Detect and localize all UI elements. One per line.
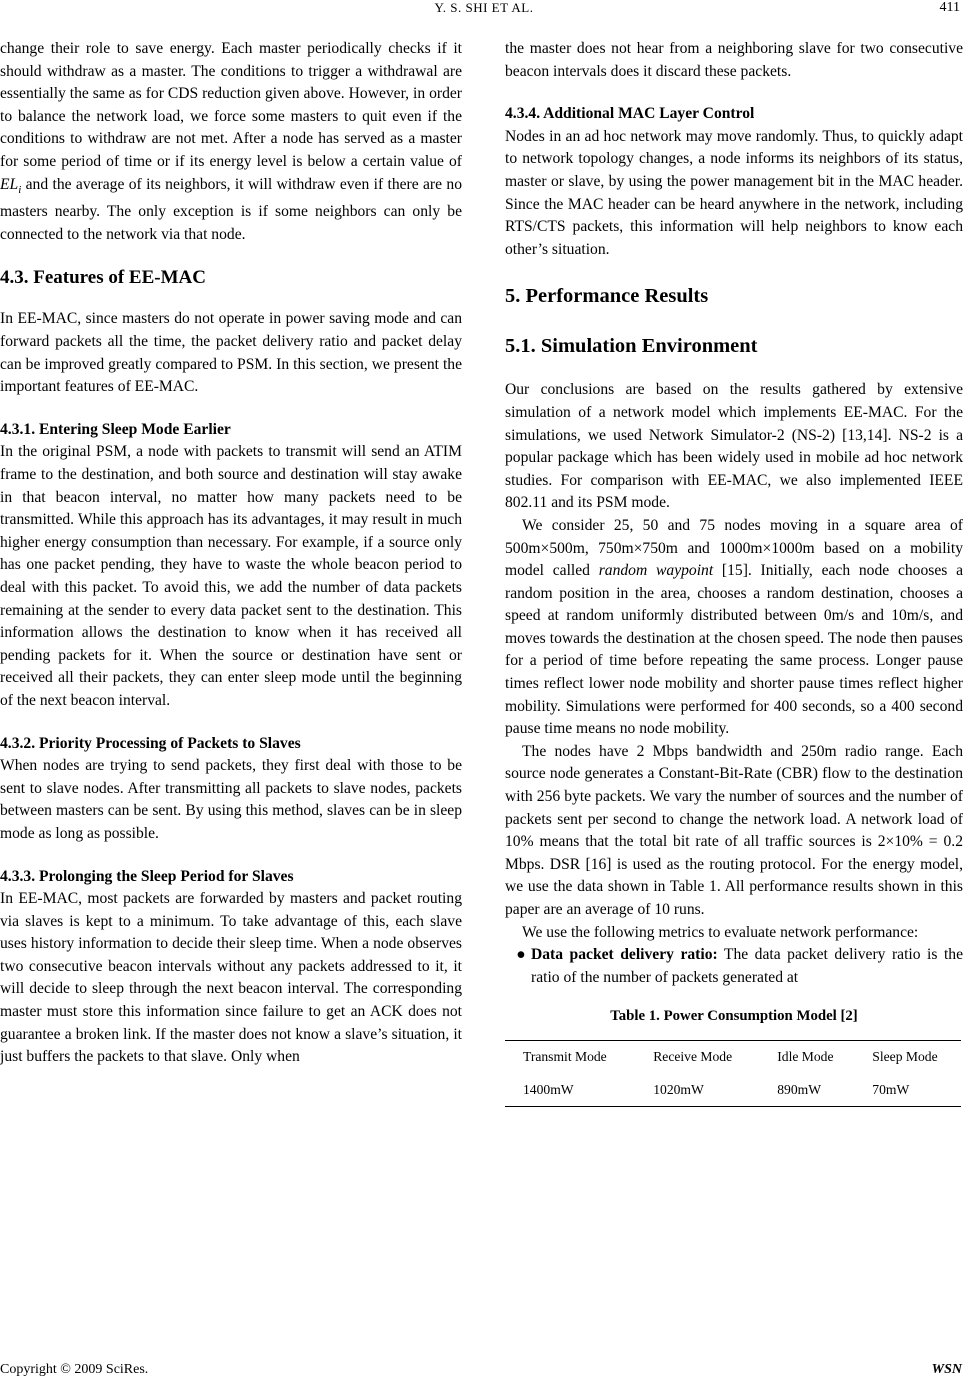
copyright-notice: Copyright © 2009 SciRes.	[0, 1362, 149, 1377]
left-column	[0, 38, 462, 1069]
subsection-title-4-3-1: 4.3.1. Entering Sleep Mode Earlier	[0, 420, 231, 438]
table-header-cell: Transmit Mode	[523, 1048, 607, 1064]
page-header	[0, 0, 968, 24]
section-5-1-paragraph-1: Our conclusions are based on the results gathered by extensive simulation of a network model which implements EE-MAC. For the simulations, we used Network Simulator-2 (NS-2) [13,14]. NS-2 is a popular package which has been widely used in mobile ad hoc network studies. For comparison with EE-MAC, we also implemented IEEE 802.11 and its PSM mode.	[505, 381, 963, 512]
section-title-4-3: 4.3. Features of EE-MAC	[0, 267, 206, 289]
page-number: 411	[939, 0, 960, 15]
right-column	[505, 38, 963, 1107]
running-head: Y. S. SHI ET AL.	[434, 0, 534, 15]
table-row	[505, 1074, 961, 1107]
table-cell: 1020mW	[653, 1081, 704, 1097]
journal-name: WSN	[931, 1362, 962, 1377]
subsection-4-3-2-text: When nodes are trying to send packets, they first deal with those to be sent to slave nodes. After transmitting all packets to slave nodes, packets between masters can be sent. By using this method, slaves can be in sleep mode as long as possible.	[0, 757, 462, 842]
table-cell: 1400mW	[523, 1081, 574, 1097]
section-5-1-paragraph-2: We consider 25, 50 and 75 nodes moving in a square area of 500m×500m, 750m×750m and 1000m×1000m based on a mobility model called random waypoint [15]. Initially, each node chooses a random position in the area, chooses a random destination, chooses a speed at random uniformly distributed between 0m/s and 10m/s, and moves towards the destination at the chosen speed. The node then pauses for a period of time before repeating the same process. Longer pause times reflect lower node mobility and shorter pause times reflect higher mobility. Simulations were performed for 400 seconds, so a 400 second pause time means no node mobility.	[505, 516, 963, 738]
energy-level-var: EL	[0, 175, 19, 193]
table-header-cell: Idle Mode	[777, 1048, 834, 1064]
section-5-1-paragraph-4: We use the following metrics to evaluate network performance:	[522, 923, 919, 941]
metric-bullet: ● Data packet delivery ratio: The data packet delivery ratio is the ratio of the number of packets generated at	[505, 944, 963, 989]
section-title-5-1: 5.1. Simulation Environment	[505, 335, 758, 358]
intro-paragraph: change their role to save energy. Each master periodically checks if it should withdraw as a master. The conditions to trigger a withdrawal are essentially the same as for CDS reduction given above. However, in order to balance the network load, we force some masters to quit even if the conditions to withdraw are not met. After a node has served as a master for some period of time or if its energy level is below a certain value of $EL_i$ and the average of its neighbors, it will withdraw even if there are no masters nearby. The only exception is if some neighbors can only be connected to the network via that node.	[0, 40, 462, 243]
power-consumption-table	[505, 1040, 961, 1107]
table-cell: 70mW	[872, 1081, 910, 1097]
table-header-cell: Receive Mode	[653, 1048, 733, 1064]
subsection-4-3-1-text: In the original PSM, a node with packets to transmit will send an ATIM frame to the destination, and both source and destination will stay awake in that beacon interval, no matter how many packets need to be transmitted. While this approach has its advantages, it may result in much higher energy consumption than necessary. For example, if a source only has one packet pending, they have to waste the whole beacon period to deal with this packet. To avoid this, we add the number of data packets remaining at the sender to every data packet sent to the destination. This information allows the destination to know when it has received all pending packets for it. When the source or destination have sent or received all their packets, they can enter sleep mode until the beginning of the next beacon interval.	[0, 443, 462, 709]
table-cell: 890mW	[777, 1081, 822, 1097]
bullet-label: Data packet delivery ratio:	[531, 946, 718, 964]
table-header-cell: Sleep Mode	[872, 1048, 938, 1064]
section-4-3-text: In EE-MAC, since masters do not operate in power saving mode and can forward packets all the time, the packet delivery ratio and packet delay can be improved greatly compared to PSM. In this section, we present the important features of EE-MAC.	[0, 310, 462, 396]
subsection-title-4-3-4: 4.3.4. Additional MAC Layer Control	[505, 105, 755, 123]
continued-paragraph: the master does not hear from a neighboring slave for two consecutive beacon intervals does it discard these packets.	[505, 40, 963, 80]
table-caption: Table 1. Power Consumption Model [2]	[610, 1008, 858, 1025]
subsection-title-4-3-3: 4.3.3. Prolonging the Sleep Period for Slaves	[0, 867, 294, 885]
section-5-1-paragraph-3: The nodes have 2 Mbps bandwidth and 250m radio range. Each source node generates a Constant-Bit-Rate (CBR) flow to the destination with 256 byte packets. We vary the number of sources and the number of packets sent per second to change the network load. A network load of 10% means that the total bit rate of all traffic sources is 2×10% = 0.2 Mbps. DSR [16] is used as the routing protocol. For the energy model, we use the data shown in Table 1. All performance results shown in this paper are an average of 10 runs.	[505, 742, 963, 918]
section-title-5: 5. Performance Results	[505, 285, 709, 308]
subsection-title-4-3-2: 4.3.2. Priority Processing of Packets to Slaves	[0, 734, 301, 752]
bullet-icon: ●	[516, 946, 526, 964]
subsection-4-3-4-text: Nodes in an ad hoc network may move randomly. Thus, to quickly adapt to network topology changes, a node informs its neighbors of its status, master or slave, by using the power management bit in the MAC header. Since the MAC header can be heard anywhere in the network, including RTS/CTS packets, this information will help neighbors to know each other’s situation.	[505, 127, 963, 258]
subsection-4-3-3-text: In EE-MAC, most packets are forwarded by masters and packet routing via slaves is kept to a minimum. To take advantage of this, each slave uses history information to decide their sleep time. When a node observes two consecutive beacon intervals without any packets addressed to it, it will decide to sleep through the next beacon interval. The corresponding master must store this information since failure to get an ACK does not guarantee a broken link. If the master does not know a slave’s situation, it just buffers the packets to that slave. Only when	[0, 890, 462, 1066]
random-waypoint-term: random waypoint	[598, 562, 714, 580]
